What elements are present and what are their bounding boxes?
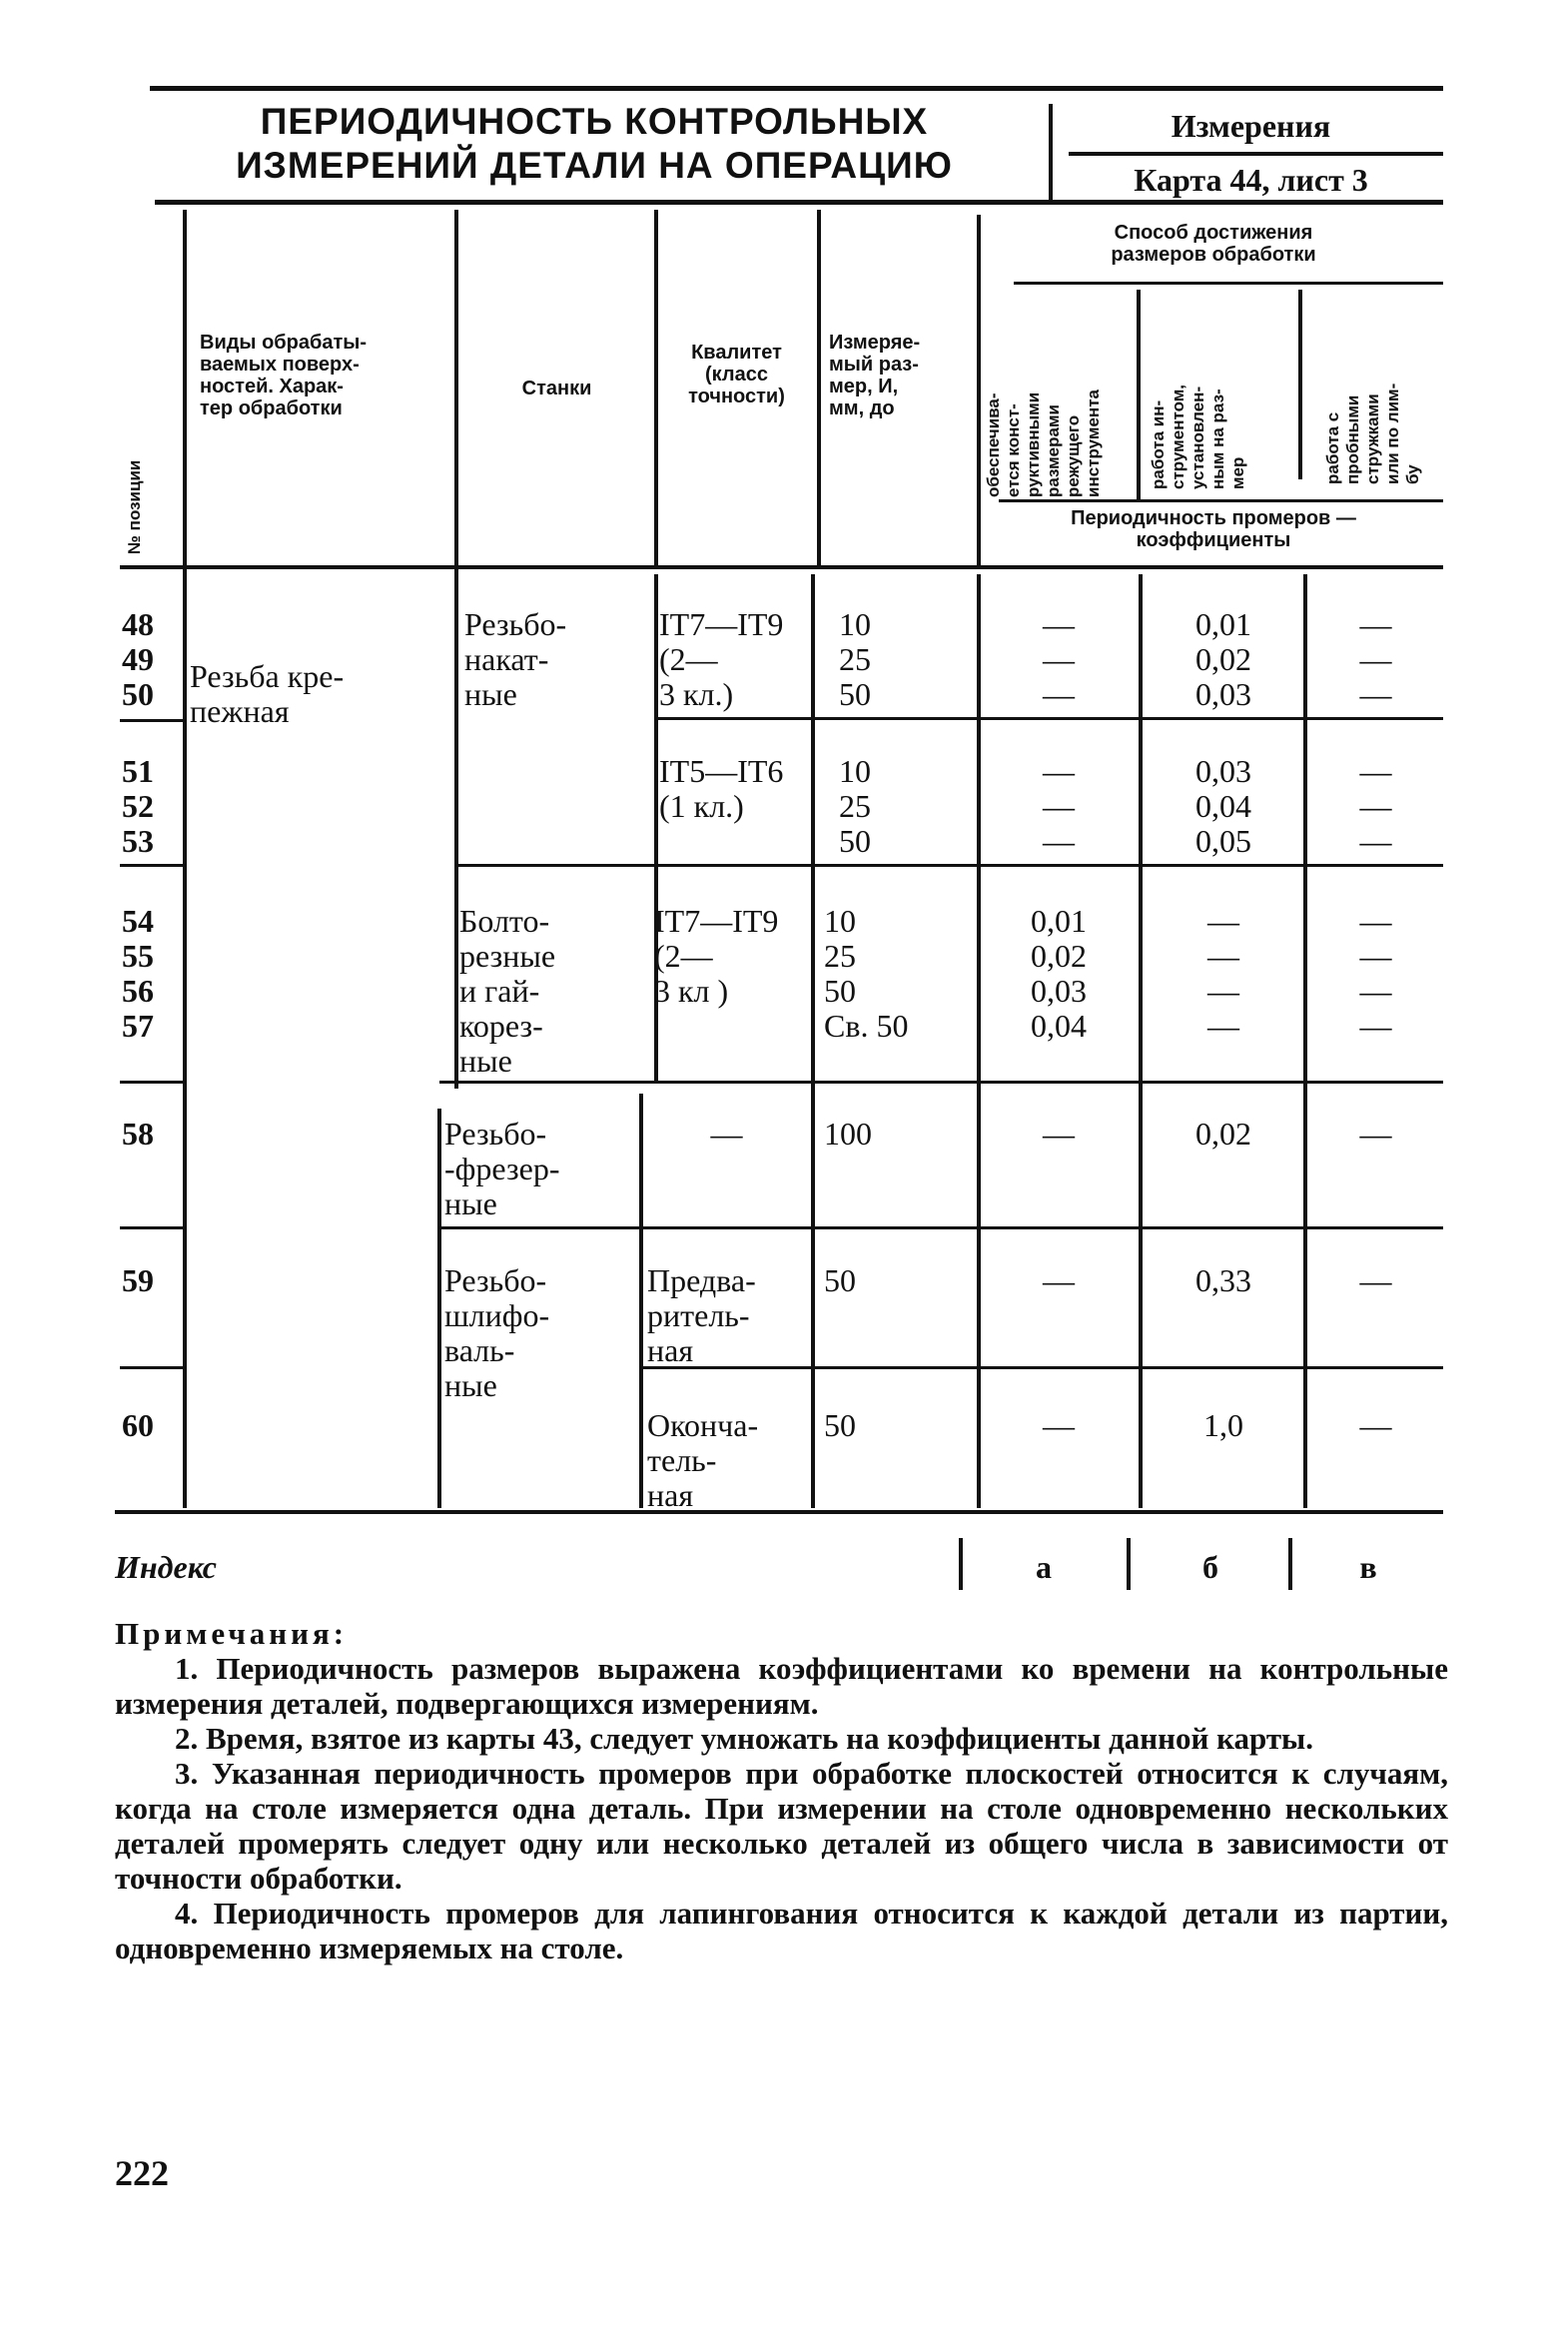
body-bottom-line (115, 1510, 1443, 1514)
title-line-2: ИЗМЕРЕНИЙ ДЕТАЛИ НА ОПЕРАЦИЮ (236, 145, 953, 186)
header-surface-line: ваемых поверх- (200, 354, 360, 376)
note-item: 3. Указанная периодичность промеров при обработке плоскостей относится к случаям, когда на столе измеряется одна деталь. При измерении на столе одновременно нескольких деталей промерять следует одну или несколько деталей из общего числа в зависимости от точности обработки. (115, 1756, 1448, 1896)
coef-c: — (1359, 1116, 1392, 1152)
header-method-line: размеров обработки (1111, 244, 1316, 266)
coef-b: 0,01 0,02 0,03 (1195, 606, 1251, 712)
pos-rule (120, 1226, 185, 1229)
row-rule (657, 717, 1443, 720)
header-bottom-line (120, 565, 1443, 569)
header-sub-c (1323, 384, 1423, 484)
quality-class: IT7—IT9 (2— 3 кл ) (654, 903, 779, 1009)
header-quality-line: (класс (705, 364, 768, 386)
measured-size: 10 25 50 (839, 753, 871, 859)
body-col-line-2b (437, 1109, 441, 1508)
header-size-line: Измеряе- (829, 332, 921, 354)
coef-a: — (1043, 1116, 1075, 1152)
header-quality-line: Квалитет (691, 342, 782, 364)
page-title (150, 100, 1039, 188)
notes-section (115, 1616, 1448, 1965)
position-numbers: 59 (122, 1262, 154, 1298)
header-bottom-rule (155, 200, 1443, 205)
measured-size: 50 (824, 1262, 856, 1298)
header-sub-a-line: руктивными (1024, 391, 1043, 497)
header-sub-c-line: работа с (1323, 411, 1342, 484)
page-number: 222 (115, 2153, 169, 2193)
index-b: б (1202, 1549, 1218, 1585)
index-divider (959, 1538, 963, 1590)
note-item: 4. Периодичность промеров для лапингования относится к каждой детали из партии, одновременно измеряемых на столе. (115, 1896, 1448, 1965)
coef-c: — — — (1359, 606, 1392, 712)
header-periodicity-line: коэффициенты (1136, 529, 1291, 551)
note-item: 2. Время, взятое из карты 43, следует умножать на коэффициенты данной карты. (175, 1721, 1314, 1756)
section-name: Измерения (1171, 108, 1331, 144)
header-method-line: Способ достижения (1114, 222, 1313, 244)
measured-size: 100 (824, 1116, 872, 1152)
position-numbers: 60 (122, 1407, 154, 1443)
quality-class: Оконча- тель- ная (647, 1407, 759, 1513)
header-sub-a-line: инструмента (1084, 389, 1103, 497)
coef-b: 0,02 (1195, 1116, 1251, 1152)
pos-rule (120, 1081, 185, 1084)
quality-class: Предва- ритель- ная (647, 1262, 756, 1368)
col-line-6 (1137, 290, 1141, 499)
row-rule (439, 1226, 1443, 1229)
coef-a: 0,01 0,02 0,03 0,04 (1031, 903, 1087, 1044)
col-line-5 (977, 215, 981, 569)
header-sub-a (984, 389, 1104, 497)
header-sub-c-line: бу (1403, 464, 1422, 484)
quality-class: IT5—IT6 (1 кл.) (659, 753, 784, 824)
pos-rule (120, 864, 185, 867)
header-sub-b-line: струментом, (1169, 384, 1187, 489)
measured-size: 10 25 50 Св. 50 (824, 903, 909, 1044)
header-sub-a-line: режущего (1064, 414, 1083, 497)
header-size-line: мм, до (829, 397, 895, 419)
machine-type: Болто- резные и гай- корез- ные (459, 903, 556, 1079)
header-periodicity (984, 507, 1443, 551)
header-sub-c-line: или по лим- (1383, 383, 1402, 484)
header-surface-line: ностей. Харак- (200, 376, 344, 397)
coef-b: 0,03 0,04 0,05 (1195, 753, 1251, 859)
pos-rule (120, 719, 185, 722)
coef-b: 1,0 (1203, 1407, 1243, 1443)
position-numbers: 51 52 53 (122, 753, 154, 859)
col-line-7 (1298, 290, 1302, 479)
header-method (984, 222, 1443, 266)
coef-c: — — — — (1359, 903, 1392, 1044)
measured-size: 50 (824, 1407, 856, 1443)
header-size-line: мый раз- (829, 354, 919, 376)
index-c: в (1359, 1549, 1377, 1585)
body-col-line-3b (639, 1094, 643, 1508)
header-quality (654, 342, 819, 407)
note-item: 1. Периодичность размеров выражена коэффициентами ко времени на контрольные измерения деталей, подвергающихся измерениям. (115, 1651, 1448, 1721)
header-surface (200, 332, 367, 419)
header-surface-line: Виды обрабаты- (200, 332, 367, 354)
title-line-1: ПЕРИОДИЧНОСТЬ КОНТРОЛЬНЫХ (260, 101, 929, 142)
coef-a: — (1043, 1262, 1075, 1298)
method-rule (1014, 282, 1443, 285)
body-col-line-2a (454, 569, 458, 1089)
index-a: а (1036, 1549, 1052, 1585)
header-quality-line: точности) (688, 386, 785, 407)
col-line-1 (183, 210, 187, 567)
header-periodicity-line: Периодичность промеров — (1071, 507, 1356, 529)
quality-class: — (710, 1116, 743, 1152)
header-mid-rule (1069, 152, 1443, 156)
header-sub-b-line: мер (1228, 456, 1247, 489)
card-number: Карта 44, лист 3 (1134, 162, 1368, 198)
periodicity-rule (999, 499, 1443, 502)
machine-type: Резьбо- накат- ные (464, 606, 567, 712)
row-rule (454, 864, 1443, 867)
index-label: Индекс (115, 1549, 217, 1585)
header-sub-a-line: ется конст- (1004, 403, 1023, 497)
header-sub-c-line: пробными (1343, 394, 1362, 484)
header-size-line: мер, И, (829, 376, 899, 397)
header-sub-b-line: установлен- (1188, 386, 1207, 489)
position-numbers: 48 49 50 (122, 606, 154, 712)
header-sub-b-line: работа ин- (1149, 399, 1168, 489)
position-numbers: 54 55 56 57 (122, 903, 154, 1044)
coef-a: — — — (1043, 606, 1075, 712)
header-machines: Станки (521, 378, 592, 399)
notes-heading: Примечания: (115, 1616, 349, 1651)
header-sub-a-line: размерами (1044, 404, 1063, 497)
coef-b: 0,33 (1195, 1262, 1251, 1298)
coef-c: — (1359, 1407, 1392, 1443)
row-rule (439, 1081, 1443, 1084)
header-sub-b (1149, 385, 1248, 489)
header-sub-a-line: обеспечива- (984, 392, 1003, 497)
quality-class: IT7—IT9 (2— 3 кл.) (659, 606, 784, 712)
header-sub-c-line: стружками (1363, 393, 1382, 484)
header-position: № позиции (125, 459, 144, 554)
row-rule (639, 1366, 1443, 1369)
machine-type: Резьбо- -фрезер- ные (444, 1116, 560, 1221)
header-top-rule (150, 86, 1443, 91)
coef-b: — — — — (1207, 903, 1239, 1044)
position-numbers: 58 (122, 1116, 154, 1152)
measured-size: 10 25 50 (839, 606, 871, 712)
col-line-2 (454, 210, 458, 567)
header-sub-b-line: ным на раз- (1208, 388, 1227, 489)
coef-c: — (1359, 1262, 1392, 1298)
pos-rule (120, 1366, 185, 1369)
header-size (829, 332, 920, 419)
coef-a: — (1043, 1407, 1075, 1443)
machine-type: Резьбо- шлифо- валь- ные (444, 1262, 550, 1403)
coef-a: — — — (1043, 753, 1075, 859)
header-divider (1049, 104, 1053, 204)
surface-type: Резьба кре- пежная (190, 658, 345, 729)
coef-c: — — — (1359, 753, 1392, 859)
header-surface-line: тер обработки (200, 397, 343, 419)
